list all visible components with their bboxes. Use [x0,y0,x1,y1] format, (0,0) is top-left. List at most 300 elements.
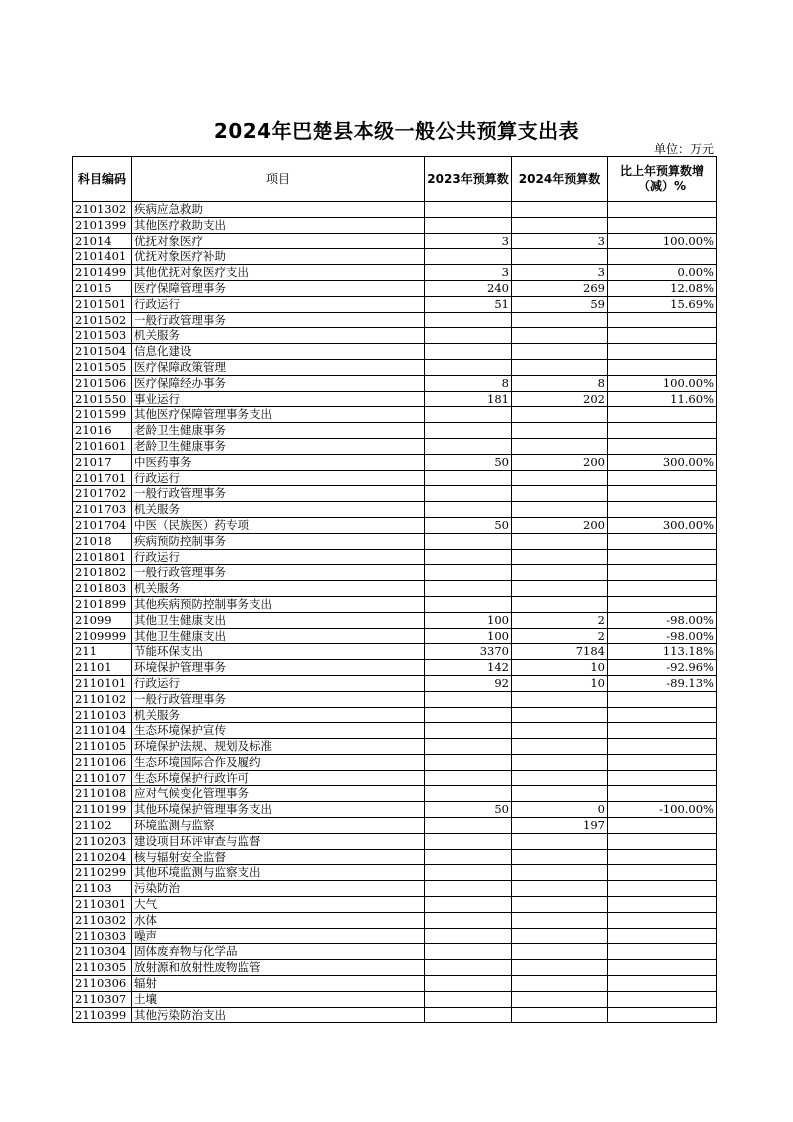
cell-item-name: 中医药事务 [132,454,425,470]
cell-budget-2024 [512,786,608,802]
cell-budget-2024: 7184 [512,644,608,660]
cell-budget-2023 [425,818,512,834]
cell-code: 21101 [73,660,132,676]
cell-budget-2023: 50 [425,454,512,470]
cell-budget-2024 [512,423,608,439]
cell-budget-2023 [425,912,512,928]
cell-item-name: 一般行政管理事务 [132,486,425,502]
cell-change-percent [608,565,717,581]
cell-code: 2110306 [73,976,132,992]
cell-change-percent [608,486,717,502]
cell-budget-2023 [425,407,512,423]
table-row [73,375,717,391]
cell-budget-2023 [425,312,512,328]
cell-code: 2101505 [73,359,132,375]
cell-budget-2023 [425,1007,512,1023]
cell-budget-2023 [425,328,512,344]
cell-code: 2110307 [73,991,132,1007]
cell-item-name: 机关服务 [132,502,425,518]
cell-item-name: 其他医疗救助支出 [132,217,425,233]
cell-change-percent [608,833,717,849]
cell-change-percent [608,596,717,612]
cell-change-percent [608,770,717,786]
cell-code: 2101499 [73,265,132,281]
cell-budget-2024: 202 [512,391,608,407]
cell-item-name: 医疗保障管理事务 [132,280,425,296]
cell-code: 211 [73,644,132,660]
cell-budget-2024 [512,359,608,375]
cell-item-name: 机关服务 [132,707,425,723]
cell-budget-2024 [512,928,608,944]
cell-budget-2024 [512,1007,608,1023]
cell-budget-2024 [512,881,608,897]
cell-budget-2024 [512,486,608,502]
cell-item-name: 中医（民族医）药专项 [132,517,425,533]
cell-item-name: 行政运行 [132,470,425,486]
cell-budget-2024: 10 [512,675,608,691]
cell-item-name: 一般行政管理事务 [132,312,425,328]
cell-budget-2024 [512,407,608,423]
cell-code: 2101801 [73,549,132,565]
cell-code: 2101899 [73,596,132,612]
cell-code: 21014 [73,233,132,249]
cell-change-percent [608,423,717,439]
table-row [73,470,717,486]
cell-budget-2024 [512,770,608,786]
table-row [73,944,717,960]
cell-budget-2023 [425,470,512,486]
cell-budget-2024 [512,865,608,881]
table-row [73,960,717,976]
cell-budget-2024 [512,754,608,770]
cell-change-percent [608,707,717,723]
cell-budget-2023 [425,549,512,565]
cell-budget-2024 [512,976,608,992]
cell-change-percent: 300.00% [608,454,717,470]
cell-change-percent [608,312,717,328]
cell-change-percent [608,897,717,913]
cell-budget-2024 [512,944,608,960]
cell-change-percent [608,502,717,518]
cell-change-percent: -92.96% [608,660,717,676]
cell-budget-2023 [425,928,512,944]
header-budget-2023: 2023年预算数 [425,157,512,202]
cell-budget-2023 [425,359,512,375]
cell-budget-2023: 142 [425,660,512,676]
cell-change-percent [608,549,717,565]
cell-item-name: 生态环境国际合作及履约 [132,754,425,770]
cell-budget-2024: 2 [512,612,608,628]
cell-item-name: 其他环境保护管理事务支出 [132,802,425,818]
cell-code: 2110105 [73,739,132,755]
cell-change-percent: -98.00% [608,628,717,644]
table-row [73,912,717,928]
cell-code: 2110302 [73,912,132,928]
table-row [73,802,717,818]
cell-code: 2110299 [73,865,132,881]
cell-code: 2110107 [73,770,132,786]
cell-code: 2110104 [73,723,132,739]
cell-change-percent [608,723,717,739]
cell-item-name: 节能环保支出 [132,644,425,660]
table-row [73,502,717,518]
cell-change-percent [608,533,717,549]
cell-budget-2024: 3 [512,233,608,249]
cell-budget-2023: 3 [425,233,512,249]
cell-budget-2023 [425,533,512,549]
cell-budget-2023 [425,249,512,265]
cell-item-name: 一般行政管理事务 [132,691,425,707]
cell-change-percent [608,991,717,1007]
cell-item-name: 其他优抚对象医疗支出 [132,265,425,281]
cell-budget-2024 [512,249,608,265]
cell-item-name: 机关服务 [132,581,425,597]
cell-item-name: 生态环境保护宣传 [132,723,425,739]
cell-budget-2024 [512,470,608,486]
table-row [73,1007,717,1023]
cell-budget-2024 [512,217,608,233]
cell-budget-2023 [425,423,512,439]
cell-change-percent [608,944,717,960]
table-row [73,438,717,454]
cell-budget-2023 [425,976,512,992]
table-row [73,202,717,218]
unit-label: 单位：万元 [653,142,714,156]
table-row [73,454,717,470]
cell-budget-2023 [425,217,512,233]
table-row [73,328,717,344]
cell-code: 2110103 [73,707,132,723]
cell-budget-2024 [512,565,608,581]
cell-budget-2024 [512,328,608,344]
budget-table [72,156,717,1023]
table-row [73,486,717,502]
cell-item-name: 优抚对象医疗 [132,233,425,249]
cell-code: 2101599 [73,407,132,423]
cell-budget-2024 [512,502,608,518]
cell-budget-2023 [425,739,512,755]
cell-code: 21103 [73,881,132,897]
cell-budget-2023 [425,486,512,502]
cell-code: 2101802 [73,565,132,581]
cell-budget-2024 [512,438,608,454]
cell-code: 21016 [73,423,132,439]
table-row [73,249,717,265]
cell-change-percent [608,438,717,454]
cell-change-percent: 0.00% [608,265,717,281]
table-row [73,233,717,249]
cell-change-percent [608,818,717,834]
cell-item-name: 水体 [132,912,425,928]
cell-budget-2024: 8 [512,375,608,391]
cell-change-percent: 100.00% [608,375,717,391]
table-row [73,533,717,549]
cell-item-name: 其他卫生健康支出 [132,628,425,644]
table-row [73,517,717,533]
table-row [73,628,717,644]
cell-code: 2110204 [73,849,132,865]
cell-budget-2023 [425,581,512,597]
cell-code: 2101550 [73,391,132,407]
cell-budget-2024: 3 [512,265,608,281]
cell-code: 2101401 [73,249,132,265]
cell-code: 2110203 [73,833,132,849]
cell-code: 2101701 [73,470,132,486]
cell-budget-2024: 269 [512,280,608,296]
cell-budget-2024 [512,581,608,597]
cell-code: 21018 [73,533,132,549]
table-row [73,565,717,581]
cell-change-percent: 100.00% [608,233,717,249]
cell-change-percent [608,344,717,360]
table-row [73,265,717,281]
cell-code: 2110399 [73,1007,132,1023]
table-row [73,391,717,407]
cell-code: 2110108 [73,786,132,802]
table-row [73,723,717,739]
cell-item-name: 其他医疗保障管理事务支出 [132,407,425,423]
cell-budget-2024 [512,897,608,913]
cell-code: 2110301 [73,897,132,913]
cell-budget-2024 [512,739,608,755]
table-row [73,691,717,707]
cell-code: 2110305 [73,960,132,976]
cell-item-name: 事业运行 [132,391,425,407]
cell-budget-2024: 200 [512,454,608,470]
cell-item-name: 行政运行 [132,296,425,312]
table-row [73,581,717,597]
cell-item-name: 放射源和放射性废物监管 [132,960,425,976]
header-code: 科目编码 [73,157,132,202]
cell-change-percent [608,928,717,944]
table-row [73,660,717,676]
cell-budget-2024: 197 [512,818,608,834]
cell-change-percent [608,960,717,976]
cell-budget-2023: 92 [425,675,512,691]
cell-budget-2023: 181 [425,391,512,407]
cell-item-name: 疾病应急救助 [132,202,425,218]
cell-item-name: 行政运行 [132,549,425,565]
table-row [73,818,717,834]
cell-change-percent [608,1007,717,1023]
cell-change-percent [608,739,717,755]
cell-code: 2101502 [73,312,132,328]
cell-budget-2023 [425,596,512,612]
table-row [73,754,717,770]
cell-budget-2024: 200 [512,517,608,533]
header-change-percent: 比上年预算数增（减）% [608,157,717,202]
cell-budget-2023 [425,849,512,865]
cell-change-percent: -100.00% [608,802,717,818]
table-row [73,770,717,786]
table-row [73,612,717,628]
cell-budget-2023 [425,865,512,881]
cell-item-name: 土壤 [132,991,425,1007]
cell-budget-2024 [512,707,608,723]
cell-budget-2024: 0 [512,802,608,818]
table-row [73,707,717,723]
table-row [73,865,717,881]
cell-budget-2024 [512,596,608,612]
cell-code: 2101703 [73,502,132,518]
cell-change-percent [608,249,717,265]
cell-budget-2023 [425,960,512,976]
cell-item-name: 一般行政管理事务 [132,565,425,581]
table-row [73,423,717,439]
cell-code: 2101399 [73,217,132,233]
cell-item-name: 行政运行 [132,675,425,691]
cell-change-percent [608,865,717,881]
cell-change-percent: -98.00% [608,612,717,628]
cell-budget-2024 [512,849,608,865]
cell-item-name: 环境保护法规、规划及标准 [132,739,425,755]
cell-item-name: 老龄卫生健康事务 [132,423,425,439]
table-row [73,407,717,423]
cell-budget-2023 [425,344,512,360]
cell-budget-2023: 100 [425,612,512,628]
table-row [73,991,717,1007]
table-header-row [73,157,717,202]
cell-budget-2023 [425,991,512,1007]
table-row [73,928,717,944]
cell-item-name: 生态环境保护行政许可 [132,770,425,786]
cell-budget-2023: 51 [425,296,512,312]
cell-code: 2109999 [73,628,132,644]
cell-code: 2110304 [73,944,132,960]
cell-budget-2024 [512,723,608,739]
cell-budget-2023 [425,202,512,218]
cell-item-name: 污染防治 [132,881,425,897]
cell-budget-2024 [512,691,608,707]
table-row [73,359,717,375]
cell-change-percent: -89.13% [608,675,717,691]
cell-item-name: 医疗保障政策管理 [132,359,425,375]
cell-budget-2023 [425,502,512,518]
cell-budget-2024 [512,833,608,849]
cell-change-percent: 300.00% [608,517,717,533]
cell-budget-2024: 10 [512,660,608,676]
header-budget-2024: 2024年预算数 [512,157,608,202]
cell-item-name: 优抚对象医疗补助 [132,249,425,265]
cell-item-name: 其他污染防治支出 [132,1007,425,1023]
table-row [73,833,717,849]
cell-change-percent [608,849,717,865]
cell-budget-2023: 50 [425,802,512,818]
table-row [73,217,717,233]
cell-budget-2024 [512,960,608,976]
cell-item-name: 疾病预防控制事务 [132,533,425,549]
table-row [73,976,717,992]
cell-budget-2023: 3370 [425,644,512,660]
cell-budget-2023 [425,786,512,802]
cell-budget-2023 [425,897,512,913]
cell-budget-2023 [425,707,512,723]
cell-item-name: 其他环境监测与监察支出 [132,865,425,881]
cell-code: 2110106 [73,754,132,770]
cell-change-percent [608,359,717,375]
cell-budget-2024 [512,202,608,218]
cell-change-percent [608,581,717,597]
cell-item-name: 核与辐射安全监督 [132,849,425,865]
cell-budget-2024 [512,344,608,360]
cell-change-percent [608,976,717,992]
cell-code: 2101302 [73,202,132,218]
cell-change-percent [608,202,717,218]
cell-code: 21099 [73,612,132,628]
cell-budget-2023 [425,438,512,454]
cell-code: 21102 [73,818,132,834]
cell-budget-2023 [425,723,512,739]
cell-code: 2101504 [73,344,132,360]
cell-item-name: 环境保护管理事务 [132,660,425,676]
cell-item-name: 机关服务 [132,328,425,344]
page-title: 2024年巴楚县本级一般公共预算支出表 [213,119,580,143]
table-row [73,344,717,360]
cell-code: 2101501 [73,296,132,312]
cell-item-name: 应对气候变化管理事务 [132,786,425,802]
cell-code: 2110102 [73,691,132,707]
cell-change-percent [608,754,717,770]
cell-item-name: 噪声 [132,928,425,944]
table-row [73,897,717,913]
cell-budget-2023: 240 [425,280,512,296]
cell-budget-2023 [425,754,512,770]
cell-budget-2023 [425,691,512,707]
cell-change-percent: 15.69% [608,296,717,312]
cell-budget-2024 [512,533,608,549]
cell-change-percent: 12.08% [608,280,717,296]
cell-item-name: 医疗保障经办事务 [132,375,425,391]
cell-item-name: 老龄卫生健康事务 [132,438,425,454]
table-row [73,849,717,865]
cell-budget-2024: 59 [512,296,608,312]
table-row [73,739,717,755]
cell-budget-2024 [512,549,608,565]
table-body [73,202,717,1023]
cell-item-name: 环境监测与监察 [132,818,425,834]
cell-code: 2101503 [73,328,132,344]
cell-change-percent [608,470,717,486]
cell-budget-2023: 50 [425,517,512,533]
cell-code: 21015 [73,280,132,296]
cell-change-percent: 11.60% [608,391,717,407]
cell-change-percent [608,881,717,897]
cell-code: 2101506 [73,375,132,391]
cell-item-name: 建设项目环评审查与监督 [132,833,425,849]
cell-change-percent [608,786,717,802]
cell-item-name: 辐射 [132,976,425,992]
cell-change-percent [608,328,717,344]
cell-budget-2023 [425,833,512,849]
table-row [73,675,717,691]
cell-budget-2023 [425,944,512,960]
cell-budget-2024 [512,991,608,1007]
table-row [73,280,717,296]
cell-change-percent: 113.18% [608,644,717,660]
cell-budget-2023: 8 [425,375,512,391]
cell-budget-2024: 2 [512,628,608,644]
table-row [73,881,717,897]
cell-item-name: 固体废弃物与化学品 [132,944,425,960]
cell-budget-2024 [512,312,608,328]
table-row [73,596,717,612]
cell-change-percent [608,691,717,707]
cell-item-name: 大气 [132,897,425,913]
cell-code: 2110303 [73,928,132,944]
cell-code: 21017 [73,454,132,470]
cell-budget-2024 [512,912,608,928]
table-row [73,549,717,565]
